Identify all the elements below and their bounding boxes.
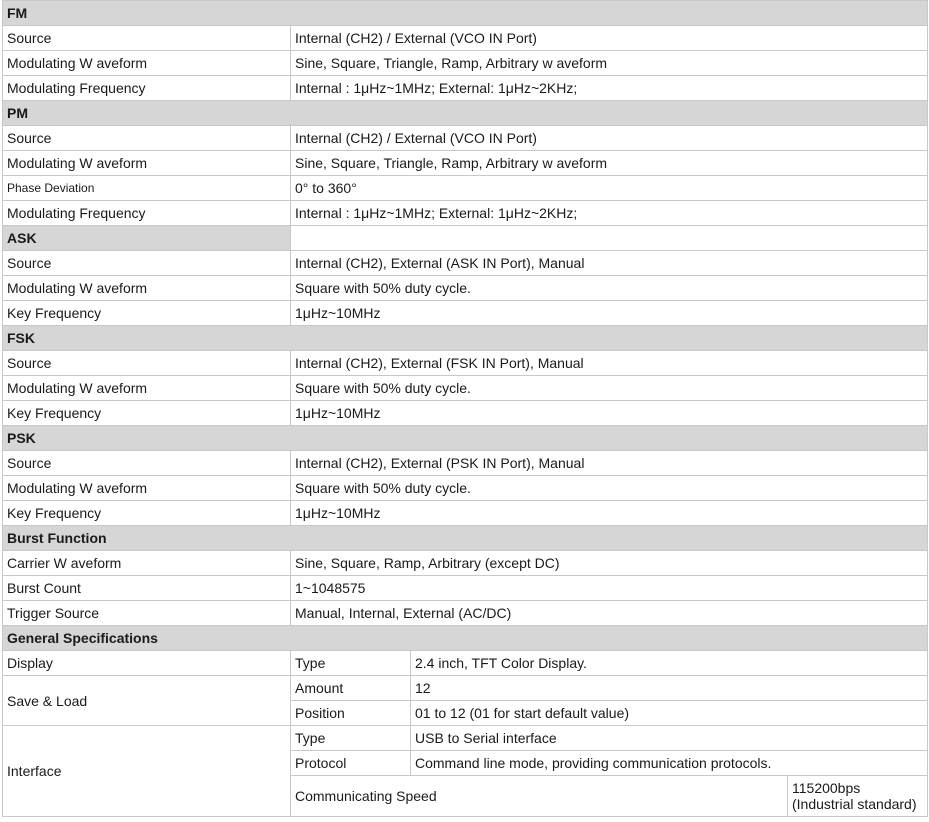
table-row <box>3 376 928 401</box>
section-title: FSK <box>3 326 928 351</box>
section-title: FM <box>3 1 928 26</box>
spec-value: 2.4 inch, TFT Color Display. <box>411 651 928 676</box>
spec-value: 0° to 360° <box>291 176 928 201</box>
spec-label: Source <box>3 251 291 276</box>
spec-value: Internal (CH2), External (FSK IN Port), Manual <box>291 351 928 376</box>
table-row <box>3 151 928 176</box>
spec-label: Phase Deviation <box>3 176 291 201</box>
spec-value: Square with 50% duty cycle. <box>291 276 928 301</box>
spec-label: Modulating W aveform <box>3 376 291 401</box>
spec-value: Sine, Square, Triangle, Ramp, Arbitrary w aveform <box>291 51 928 76</box>
spec-value: Manual, Internal, External (AC/DC) <box>291 601 928 626</box>
spec-sublabel: Amount <box>291 676 411 701</box>
spec-value: Internal : 1μHz~1MHz; External: 1μHz~2KHz; <box>291 201 928 226</box>
section-title: ASK <box>3 226 291 251</box>
table-row <box>3 576 928 601</box>
specifications-table <box>2 0 928 817</box>
table-row <box>3 601 928 626</box>
spec-label: Burst Count <box>3 576 291 601</box>
table-row <box>3 301 928 326</box>
spec-value: Internal : 1μHz~1MHz; External: 1μHz~2KHz; <box>291 76 928 101</box>
spec-label: Source <box>3 126 291 151</box>
spec-value: Sine, Square, Ramp, Arbitrary (except DC) <box>291 551 928 576</box>
spec-sublabel: Type <box>291 726 411 751</box>
spec-sublabel: Protocol <box>291 751 411 776</box>
spec-value: Internal (CH2), External (ASK IN Port), Manual <box>291 251 928 276</box>
spec-value: 1μHz~10MHz <box>291 301 928 326</box>
spec-value: Internal (CH2), External (PSK IN Port), Manual <box>291 451 928 476</box>
spec-label: Modulating W aveform <box>3 476 291 501</box>
spec-value: Sine, Square, Triangle, Ramp, Arbitrary w aveform <box>291 151 928 176</box>
table-row <box>3 251 928 276</box>
spec-label: Source <box>3 26 291 51</box>
table-row <box>3 551 928 576</box>
spec-value: 1μHz~10MHz <box>291 501 928 526</box>
section-title: Burst Function <box>3 526 928 551</box>
section-header-burst <box>3 526 928 551</box>
spec-label: Modulating W aveform <box>3 51 291 76</box>
table-row <box>3 26 928 51</box>
spec-value: USB to Serial interface <box>411 726 928 751</box>
spec-value: 12 <box>411 676 928 701</box>
section-header-general <box>3 626 928 651</box>
table-row <box>3 726 928 751</box>
spec-sublabel: Type <box>291 651 411 676</box>
spec-label: Modulating Frequency <box>3 201 291 226</box>
spec-label: Interface <box>3 726 291 817</box>
spec-label: Display <box>3 651 291 676</box>
spec-value: Internal (CH2) / External (VCO IN Port) <box>291 126 928 151</box>
section-header-fsk <box>3 326 928 351</box>
table-row <box>3 176 928 201</box>
spec-label: Trigger Source <box>3 601 291 626</box>
spec-label: Carrier W aveform <box>3 551 291 576</box>
section-header-psk <box>3 426 928 451</box>
spec-label: Source <box>3 451 291 476</box>
spec-value: Internal (CH2) / External (VCO IN Port) <box>291 26 928 51</box>
spec-label: Key Frequency <box>3 401 291 426</box>
table-row <box>3 201 928 226</box>
section-header-pm <box>3 101 928 126</box>
speed-value-line-2: (Industrial standard) <box>792 796 917 812</box>
spec-label: Modulating W aveform <box>3 276 291 301</box>
table-row <box>3 651 928 676</box>
section-header-ask <box>3 226 928 251</box>
spec-label: Source <box>3 351 291 376</box>
table-row <box>3 676 928 701</box>
spec-label: Modulating W aveform <box>3 151 291 176</box>
spec-label: Key Frequency <box>3 301 291 326</box>
empty-cell <box>291 226 928 251</box>
section-title: PM <box>3 101 928 126</box>
spec-label: Key Frequency <box>3 501 291 526</box>
spec-label: Modulating Frequency <box>3 76 291 101</box>
spec-value: 01 to 12 (01 for start default value) <box>411 701 928 726</box>
table-row <box>3 76 928 101</box>
spec-value: 1μHz~10MHz <box>291 401 928 426</box>
table-row <box>3 351 928 376</box>
table-row <box>3 126 928 151</box>
spec-sublabel: Communicating Speed <box>291 776 788 817</box>
table-row <box>3 276 928 301</box>
spec-value: Square with 50% duty cycle. <box>291 476 928 501</box>
spec-value <box>788 776 928 817</box>
spec-value: 1~1048575 <box>291 576 928 601</box>
table-row <box>3 51 928 76</box>
table-row <box>3 451 928 476</box>
section-title: PSK <box>3 426 928 451</box>
table-row <box>3 401 928 426</box>
section-title: General Specifications <box>3 626 928 651</box>
spec-label: Save & Load <box>3 676 291 726</box>
spec-value: Command line mode, providing communication protocols. <box>411 751 928 776</box>
specifications-table-container <box>2 0 927 817</box>
speed-value-line-1: 115200bps <box>792 780 861 796</box>
table-row <box>3 501 928 526</box>
spec-sublabel: Position <box>291 701 411 726</box>
table-row <box>3 476 928 501</box>
spec-value: Square with 50% duty cycle. <box>291 376 928 401</box>
section-header-fm <box>3 1 928 26</box>
